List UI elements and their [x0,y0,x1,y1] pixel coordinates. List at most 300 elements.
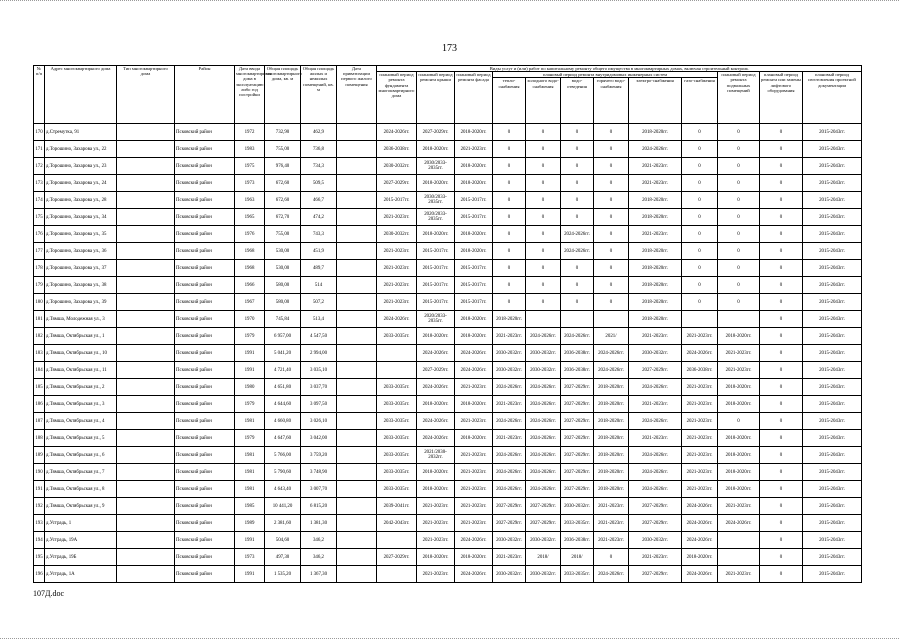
cell-cold-water: 0 [526,294,561,311]
cell-gas: 2021-2023гг. [682,481,718,498]
cell-facade: 2021-2023гг. [455,447,493,464]
cell-basement: 2018-2020гг. [718,328,760,345]
cell-roof: 2027-2029гг. [417,362,455,379]
cell-drainage: 2036-2038гг. [561,362,594,379]
cell-row-num: 190 [34,464,45,481]
cell-privatization-date [337,481,377,498]
cell-row-num: 189 [34,447,45,464]
cell-basement: 2018-2020гг. [718,447,760,464]
cell-basement: 2021-2023гг. [718,498,760,515]
cell-facade: 2018-2020гг. [455,549,493,566]
cell-hot-water: 0 [594,294,629,311]
cell-electric: 2021-2023гг. [629,430,682,447]
cell-electric: 2021-2023гг. [629,396,682,413]
cell-year: 1966 [235,277,265,294]
cell-house-type [117,226,175,243]
cell-cold-water: 2030-2032гг. [526,345,561,362]
cell-hot-water: 0 [594,192,629,209]
table-row [34,413,862,430]
cell-electric: 2021-2023гг. [629,328,682,345]
cell-heat: 0 [493,141,526,158]
cell-heat: 0 [493,175,526,192]
cell-facade: 2015-2017гг. [455,192,493,209]
cell-basement: 2021-2023гг. [718,345,760,362]
cell-year: 1989 [235,515,265,532]
cell-project: 2015-2043гг. [803,277,862,294]
cell-gas: 2036-2038гг. [682,362,718,379]
cell-lift: 0 [760,226,803,243]
cell-drainage: 2024-2026гг. [561,328,594,345]
cell-house-type [117,532,175,549]
cell-heat: 2024-2026гг. [493,413,526,430]
cell-cold-water: 2024-2026гг. [526,396,561,413]
cell-district: Псковский район [175,141,235,158]
table-row [34,260,862,277]
table-row [34,345,862,362]
cell-address: д.Торошино, Захарова ул., 28 [45,192,117,209]
cell-basement [718,311,760,328]
cell-facade: 2018-2020гг. [455,430,493,447]
cell-year: 1979 [235,328,265,345]
cell-house-type [117,566,175,583]
cell-house-type [117,362,175,379]
cell-facade: 2015-2017гг. [455,209,493,226]
cell-address: д.Тямша, Октябрьская ул., 10 [45,345,117,362]
cell-lift: 0 [760,515,803,532]
cell-district: Псковский район [175,498,235,515]
table-row [34,515,862,532]
cell-facade: 2021-2023гг. [455,413,493,430]
table-row [34,209,862,226]
cell-year: 1968 [235,243,265,260]
cell-foundation [377,345,417,362]
col-year: Дата ввода многоквартирного дома в эксплуатацию либо год постройки [235,66,265,124]
cell-basement: 0 [718,141,760,158]
cell-total-area: 580,00 [265,294,301,311]
cell-lift: 0 [760,345,803,362]
cell-row-num: 186 [34,396,45,413]
col-cold-water: холодного водо-снабжения [526,78,561,124]
cell-roof: 2024-2026гг. [417,413,455,430]
cell-hot-water: 2018-2020гг. [594,464,629,481]
cell-total-area: 530,00 [265,260,301,277]
cell-foundation [377,532,417,549]
cell-row-num: 195 [34,549,45,566]
cell-project: 2015-2043гг. [803,243,862,260]
cell-privatization-date [337,515,377,532]
cell-living-area: 489,7 [301,260,337,277]
cell-house-type [117,175,175,192]
col-num: № п/п [34,66,45,124]
cell-roof: 2021-2023гг. [417,566,455,583]
col-drainage: водо-отведения [561,78,594,124]
cell-drainage: 2027-2029гг. [561,413,594,430]
cell-gas: 2024-2026гг. [682,345,718,362]
cell-lift: 0 [760,243,803,260]
cell-total-area: 755,00 [265,226,301,243]
cell-privatization-date [337,141,377,158]
cell-facade: 2024-2026гг. [455,345,493,362]
cell-roof: 2018-2020гг. [417,175,455,192]
cell-heat: 2024-2026гг. [493,447,526,464]
cell-house-type [117,277,175,294]
cell-address: д.Тямша, Октябрьская ул., 2 [45,379,117,396]
table-row [34,277,862,294]
cell-cold-water: 2024-2026гг. [526,481,561,498]
cell-total-area: 4 647,60 [265,430,301,447]
cell-electric: 2024-2026гг. [629,464,682,481]
cell-privatization-date [337,362,377,379]
cell-hot-water: 2021-2023гг. [594,515,629,532]
cell-row-num: 184 [34,362,45,379]
table-row [34,226,862,243]
cell-gas: 0 [682,294,718,311]
cell-roof: 2024-2026гг. [417,379,455,396]
cell-heat: 2021-2023гг. [493,549,526,566]
cell-cold-water: 2024-2026гг. [526,413,561,430]
cell-privatization-date [337,192,377,209]
cell-basement [718,549,760,566]
cell-row-num: 193 [34,515,45,532]
cell-total-area: 672,60 [265,192,301,209]
cell-living-area: 466,7 [301,192,337,209]
cell-row-num: 194 [34,532,45,549]
cell-address: д.Устрадь, 19Б [45,549,117,566]
cell-heat: 2030-2032гг. [493,566,526,583]
cell-facade: 2021-2023гг. [455,481,493,498]
cell-heat: 2024-2026гг. [493,379,526,396]
cell-living-area: 513,4 [301,311,337,328]
cell-roof: 2015-2017гг. [417,277,455,294]
cell-gas [682,311,718,328]
cell-electric: 2021-2023гг. [629,549,682,566]
cell-district: Псковский район [175,328,235,345]
table-body [34,124,862,583]
cell-project: 2015-2043гг. [803,515,862,532]
cell-lift: 0 [760,362,803,379]
cell-drainage: 0 [561,209,594,226]
cell-row-num: 171 [34,141,45,158]
cell-hot-water: 0 [594,175,629,192]
cell-foundation: 2021-2023гг. [377,209,417,226]
cell-heat: 2018-2020гг. [493,311,526,328]
cell-heat: 2030-2032гг. [493,362,526,379]
cell-year: 1973 [235,175,265,192]
cell-lift: 0 [760,498,803,515]
cell-privatization-date [337,277,377,294]
cell-row-num: 192 [34,498,45,515]
cell-address: д.Тямша, Молодежная ул., 3 [45,311,117,328]
cell-facade: 2024-2026гг. [455,566,493,583]
cell-district: Псковский район [175,175,235,192]
cell-foundation: 2033-2035гг. [377,464,417,481]
cell-privatization-date [337,447,377,464]
cell-living-area: 3 037,70 [301,379,337,396]
cell-cold-water: 0 [526,277,561,294]
page-bottom-edge [0,634,899,639]
cell-hot-water: 2018-2020гг. [594,481,629,498]
cell-living-area: 451,9 [301,243,337,260]
cell-gas: 2024-2026гг. [682,566,718,583]
cell-total-area: 5 790,60 [265,464,301,481]
cell-hot-water: 0 [594,158,629,175]
cell-lift: 0 [760,141,803,158]
cell-electric: 2018-2020гг. [629,124,682,141]
cell-project: 2015-2043гг. [803,481,862,498]
cell-address: д.Тямша, Октябрьская ул., 3 [45,396,117,413]
cell-heat: 0 [493,226,526,243]
cell-gas: 0 [682,277,718,294]
cell-total-area: 5 766,00 [265,447,301,464]
cell-heat: 2030-2032гг. [493,345,526,362]
cell-district: Псковский район [175,396,235,413]
cell-privatization-date [337,549,377,566]
cell-basement: 0 [718,413,760,430]
cell-drainage: 0 [561,294,594,311]
cell-district: Псковский район [175,311,235,328]
cell-facade: 2021-2023гг. [455,141,493,158]
cell-year: 1968 [235,260,265,277]
cell-electric: 2024-2026гг. [629,413,682,430]
cell-living-area: 514 [301,277,337,294]
cell-facade: 2021-2023гг. [455,515,493,532]
cell-facade: 2018-2020гг. [455,243,493,260]
cell-year: 1973 [235,549,265,566]
cell-total-area: 976,40 [265,158,301,175]
cell-facade: 2021-2023гг. [455,464,493,481]
cell-gas: 0 [682,209,718,226]
cell-row-num: 173 [34,175,45,192]
cell-address: д.Тямша, Октябрьская ул., 7 [45,464,117,481]
cell-roof: 2018-2020гг. [417,141,455,158]
cell-basement: 0 [718,158,760,175]
cell-project: 2015-2043гг. [803,260,862,277]
cell-heat: 2021-2023гг. [493,430,526,447]
cell-lift: 0 [760,430,803,447]
cell-drainage: 2033-2035гг. [561,566,594,583]
cell-foundation: 2021-2023гг. [377,277,417,294]
cell-hot-water: 2021-2023гг. [594,498,629,515]
cell-roof: 2018-2020гг. [417,396,455,413]
cell-roof: 2015-2017гг. [417,294,455,311]
cell-year: 1965 [235,209,265,226]
cell-gas: 0 [682,226,718,243]
cell-total-area: 504,60 [265,532,301,549]
cell-cold-water: 2027-2029гг. [526,515,561,532]
cell-project: 2015-2043гг. [803,124,862,141]
col-roof: плановый период ремонта крыши [417,72,455,124]
cell-address: д.Тямша, Октябрьская ул., 8 [45,481,117,498]
cell-living-area: 3 026,10 [301,413,337,430]
cell-foundation: 2021-2023гг. [377,243,417,260]
cell-total-area: 1 535,20 [265,566,301,583]
cell-electric: 2021-2023гг. [629,175,682,192]
cell-living-area: 4 547,50 [301,328,337,345]
col-gas: газо-снабжения [682,78,718,124]
cell-basement: 2021-2023гг. [718,566,760,583]
cell-facade: 2018-2020гг. [455,396,493,413]
cell-cold-water: 2024-2026гг. [526,464,561,481]
cell-total-area: 4 660,80 [265,413,301,430]
table-row [34,498,862,515]
cell-living-area: 474,2 [301,209,337,226]
cell-district: Псковский район [175,464,235,481]
cell-electric: 2027-2029гг. [629,566,682,583]
cell-row-num: 180 [34,294,45,311]
col-electric: электро-снабжения [629,78,682,124]
cell-foundation: 2033-2035гг. [377,396,417,413]
cell-row-num: 170 [34,124,45,141]
cell-roof: 2021/2030-2032гг. [417,447,455,464]
cell-cold-water: 2024-2026гг. [526,328,561,345]
cell-drainage: 2027-2029гг. [561,447,594,464]
cell-project: 2015-2043гг. [803,192,862,209]
cell-living-area: 507,2 [301,294,337,311]
cell-electric: 2021-2023гг. [629,158,682,175]
cell-total-area: 672,60 [265,175,301,192]
cell-foundation: 2015-2017гг. [377,192,417,209]
cell-hot-water: 2024-2026гг. [594,566,629,583]
cell-living-area: 3 759,20 [301,447,337,464]
cell-project: 2015-2043гг. [803,362,862,379]
cell-electric: 2018-2020гг. [629,260,682,277]
cell-living-area: 736,8 [301,141,337,158]
cell-house-type [117,209,175,226]
cell-drainage: 0 [561,158,594,175]
cell-foundation: 2039-2041гг. [377,498,417,515]
cell-cold-water: 0 [526,192,561,209]
footer-filename: 107Д.doc [33,589,65,598]
cell-facade: 2018-2020гг. [455,175,493,192]
col-lift: плановый период ремонта или замены лифтового оборудования [760,72,803,124]
cell-total-area: 745,84 [265,311,301,328]
cell-row-num: 172 [34,158,45,175]
cell-row-num: 185 [34,379,45,396]
cell-privatization-date [337,345,377,362]
cell-foundation [377,362,417,379]
cell-project: 2015-2043гг. [803,175,862,192]
cell-basement: 2018-2020гг. [718,464,760,481]
cell-facade: 2015-2017гг. [455,277,493,294]
cell-hot-water: 0 [594,260,629,277]
cell-foundation: 2024-2026гг. [377,124,417,141]
cell-drainage: 2027-2029гг. [561,379,594,396]
cell-year: 1981 [235,413,265,430]
cell-lift: 0 [760,192,803,209]
cell-year: 1983 [235,141,265,158]
table-row [34,124,862,141]
table-row [34,379,862,396]
cell-cold-water: 2027-2029гг. [526,498,561,515]
cell-facade: 2018-2020гг. [455,328,493,345]
cell-basement: 0 [718,226,760,243]
cell-cold-water: 2018/ [526,549,561,566]
cell-project: 2015-2043гг. [803,413,862,430]
cell-privatization-date [337,226,377,243]
cell-cold-water: 2030-2032гг. [526,532,561,549]
cell-privatization-date [337,498,377,515]
cell-heat: 0 [493,294,526,311]
cell-cold-water: 0 [526,226,561,243]
cell-house-type [117,515,175,532]
cell-living-area: 462,9 [301,124,337,141]
cell-gas: 0 [682,141,718,158]
cell-electric: 2024-2026гг. [629,481,682,498]
cell-cold-water: 0 [526,175,561,192]
cell-roof: 2021-2023гг. [417,515,455,532]
cell-basement: 0 [718,260,760,277]
cell-address: д.Торошино, Захарова ул., 39 [45,294,117,311]
cell-electric: 2030-2032гг. [629,532,682,549]
cell-total-area: 2 381,60 [265,515,301,532]
cell-living-area: 346,2 [301,549,337,566]
cell-heat: 2027-2029гг. [493,515,526,532]
cell-hot-water: 0 [594,209,629,226]
cell-facade: 2021-2023гг. [455,498,493,515]
cell-facade: 2024-2026гг. [455,532,493,549]
cell-basement: 0 [718,175,760,192]
cell-foundation: 2036-2038гг. [377,141,417,158]
cell-row-num: 177 [34,243,45,260]
cell-basement: 0 [718,243,760,260]
cell-heat: 2021-2023гг. [493,396,526,413]
cell-privatization-date [337,209,377,226]
cell-project: 2015-2043гг. [803,532,862,549]
cell-foundation: 2027-2029гг. [377,175,417,192]
capital-repair-table [33,65,862,583]
cell-row-num: 175 [34,209,45,226]
cell-drainage: 2027-2029гг. [561,396,594,413]
cell-heat: 0 [493,260,526,277]
cell-privatization-date [337,413,377,430]
cell-year: 1976 [235,226,265,243]
cell-year: 1981 [235,481,265,498]
cell-year: 1991 [235,345,265,362]
cell-basement: 0 [718,124,760,141]
cell-drainage: 0 [561,175,594,192]
table-row [34,447,862,464]
cell-year: 1970 [235,311,265,328]
cell-district: Псковский район [175,345,235,362]
cell-drainage: 2027-2029гг. [561,430,594,447]
cell-electric: 2027-2029гг. [629,515,682,532]
cell-address: д.Устрадь, 1 [45,515,117,532]
cell-foundation: 2024-2026гг. [377,311,417,328]
cell-cold-water: 0 [526,209,561,226]
cell-electric: 2024-2026гг. [629,379,682,396]
cell-year: 1991 [235,532,265,549]
table-row [34,566,862,583]
cell-district: Псковский район [175,481,235,498]
cell-heat: 0 [493,192,526,209]
cell-basement: 0 [718,294,760,311]
cell-electric: 2021-2023гг. [629,226,682,243]
cell-gas: 2021-2023гг. [682,379,718,396]
cell-privatization-date [337,328,377,345]
cell-basement: 2018-2020гг. [718,379,760,396]
cell-project: 2015-2043гг. [803,226,862,243]
cell-year: 1985 [235,498,265,515]
cell-electric: 2024-2026гг. [629,447,682,464]
cell-cold-water: 0 [526,260,561,277]
cell-row-num: 183 [34,345,45,362]
cell-drainage: 0 [561,192,594,209]
cell-foundation: 2042-2043гг. [377,515,417,532]
cell-electric: 2018-2020гг. [629,294,682,311]
cell-roof: 2021-2023гг. [417,532,455,549]
cell-privatization-date [337,294,377,311]
col-foundation: плановый период ремонта фундамента многоквартирного дома [377,72,417,124]
